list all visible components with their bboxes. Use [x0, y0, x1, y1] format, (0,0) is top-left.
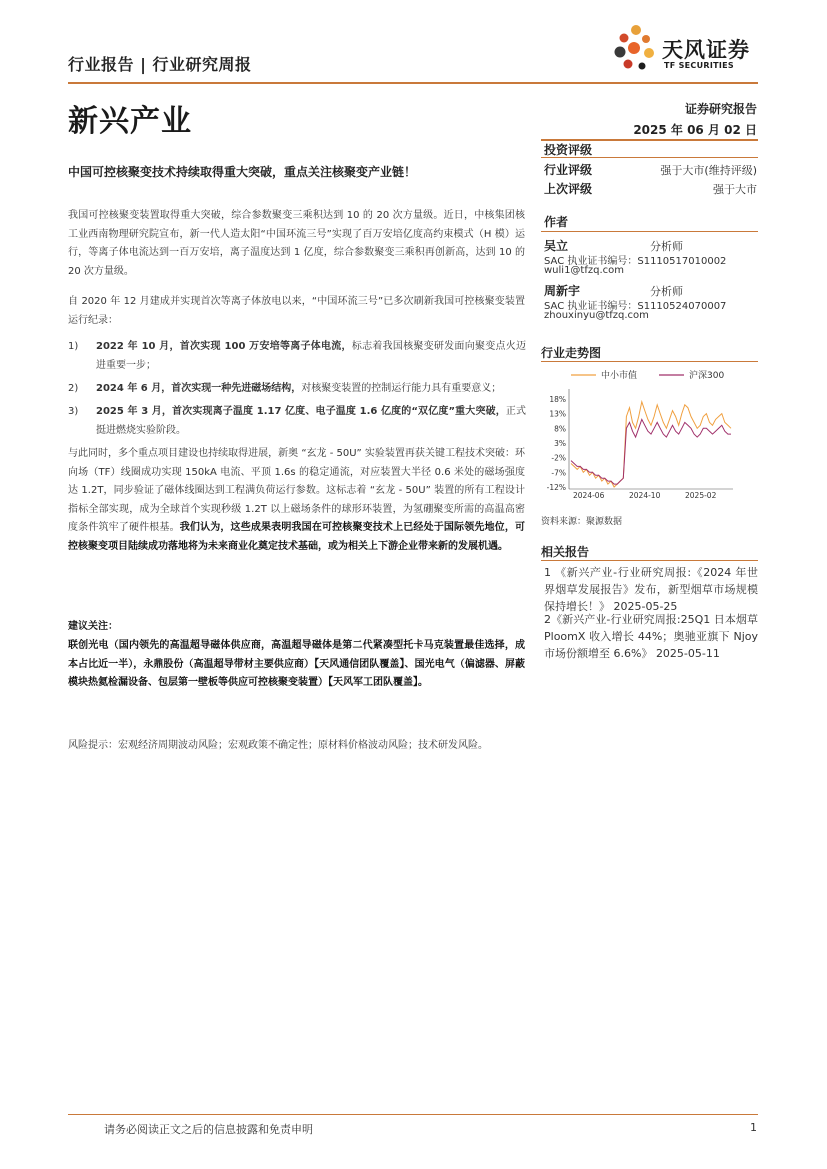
trend-title: 行业走势图 [541, 346, 602, 360]
body-paragraph-1: 我国可控核聚变装置取得重大突破，综合参数聚变三乘积达到 10 的 20 次方量级。近日，中核集团核工业西南物理研究院宣布，新一代人造太阳“中国环流三号”实现了百万安培亿度高约束模式（H 模）运行，等离子体电流达到一百万安培，离子温度达到 1 亿度，综合参数聚变三乘积再创新高，达到 10 的 20 次方量级。 [68, 210, 525, 277]
list-item [68, 380, 528, 400]
report-date: 2025 年 06 月 02 日 [633, 123, 757, 137]
y-axis [547, 389, 569, 492]
author-sac: SAC 执业证书编号：S1110517010002 [544, 256, 727, 267]
list-item-bold: 2025 年 3 月，首次实现离子温度 1.17 亿度、电子温度 1.6 亿度的“双亿度”重大突破， [96, 406, 506, 417]
chart-source: 资料来源：聚源数据 [541, 517, 623, 527]
header-divider [68, 82, 758, 84]
related-report-2[interactable]: 2《新兴产业-行业研究周报:25Q1 日本烟草 PloomX 收入增长 44%；奥驰亚旗下 Njoy 市场份额增至 6.6%》 2025-05-11 [544, 613, 758, 660]
author-email[interactable]: zhouxinyu@tfzq.com [544, 310, 649, 321]
list-item-text: 标志着我国核聚变研发面向聚变点火迈进重要一步； [96, 341, 527, 371]
headline: 中国可控核聚变技术持续取得重大突破，重点关注核聚变产业链！ [68, 165, 417, 179]
series-line-1 [571, 419, 731, 484]
body-paragraph-2: 自 2020 年 12 月建成并实现首次等离子体放电以来，“中国环流三号”已多次刷新我国可控核聚变装置运行纪录： [68, 296, 525, 326]
footer-divider [68, 1114, 758, 1115]
x-axis [569, 489, 733, 500]
report-category: 行业报告 | 行业研究周报 [68, 55, 252, 74]
list-item-bold: 2024 年 6 月，首次实现一种先进磁场结构， [96, 383, 302, 394]
suggest-title: 建议关注： [68, 621, 118, 632]
list-item-number: 1) [68, 341, 79, 352]
author-title: 作者 [544, 215, 569, 229]
list-item [68, 338, 528, 376]
footer-disclaimer: 请务必阅读正文之后的信息披露和免责申明 [104, 1123, 313, 1136]
list-item-bold: 2022 年 10 月，首次实现 100 万安培等离子体电流， [96, 341, 352, 352]
x-tick-label: 2024-10 [629, 491, 661, 500]
suggest-body: 联创光电（国内领先的高温超导磁体供应商，高温超导磁体是第二代紧凑型托卡马克装置最佳选择，成本占比近一半），永鼎股份（高温超导带材主要供应商）【天风通信团队覆盖】、国光电气（偏滤器、屏蔽模块热氦检漏设备、包层第一壁板等供应可控核聚变装置）【天风军工团队覆盖】。 [68, 640, 525, 688]
body-paragraph-3 [68, 445, 525, 556]
related-report-1[interactable]: 1 《新兴产业-行业研究周报:《2024 年世界烟草发展报告》发布，新型烟草市场规模保持增长！》 2025-05-25 [544, 566, 758, 613]
sidebar-divider [541, 231, 758, 232]
body-paragraph-3-conclusion: 我们认为，这些成果表明我国在可控核聚变技术上已经处于国际领先地位，可控核聚变项目陆续成功落地将为未来商业化奠定技术基础，或为相关上下游企业带来新的发展机遇。 [68, 522, 525, 552]
author-name: 周新宇 [544, 284, 581, 298]
list-item-number: 3) [68, 406, 79, 417]
y-tick-label: -12% [546, 483, 566, 492]
related-title: 相关报告 [541, 545, 590, 559]
legend-label-1: 沪深300 [689, 371, 725, 381]
y-tick-label: 8% [554, 424, 566, 434]
y-tick-label: 3% [554, 438, 566, 448]
legend-label-0: 中小市值 [601, 371, 638, 381]
list-item-number: 2) [68, 383, 79, 394]
risk-note: 风险提示：宏观经济周期波动风险；宏观政策不确定性；原材料价格波动风险；技术研发风险。 [68, 740, 488, 751]
y-tick-label: 18% [549, 394, 566, 404]
list-item-text: 正式挺进燃烧实验阶段。 [96, 406, 526, 436]
page-number: 1 [750, 1121, 757, 1134]
logo-text-cn: 天风证券 [662, 38, 750, 62]
x-tick-label: 2025-02 [685, 491, 717, 500]
page-title: 新兴产业 [68, 104, 192, 139]
trend-chart [541, 363, 758, 508]
report-kind: 证券研究报告 [684, 102, 757, 116]
list-item-text: 对核聚变装置的控制运行能力具有重要意义； [301, 383, 502, 394]
author-sac: SAC 执业证书编号：S1110524070007 [544, 301, 727, 312]
author-role: 分析师 [650, 240, 683, 253]
y-tick-label: 13% [549, 409, 566, 419]
prev-rating-value: 强于大市 [713, 183, 757, 196]
sidebar-divider [541, 560, 758, 561]
author-role: 分析师 [650, 285, 683, 298]
y-tick-label: -7% [551, 468, 566, 478]
author-name: 吴立 [544, 239, 569, 253]
rating-label: 行业评级 [544, 163, 593, 177]
rating-title: 投资评级 [544, 143, 593, 157]
author-email[interactable]: wuli1@tfzq.com [544, 265, 625, 276]
x-tick-label: 2024-06 [573, 491, 605, 500]
prev-rating-label: 上次评级 [544, 182, 593, 196]
chart-lines [571, 402, 731, 487]
rating-value: 强于大市(维持评级) [660, 164, 757, 177]
chart-legend [571, 369, 724, 381]
list-item [68, 403, 528, 441]
logo-mark-icon [612, 20, 660, 76]
sidebar-divider [541, 157, 758, 158]
body-paragraph-3-text: 与此同时，多个重点项目建设也持续取得进展，新奥 “玄龙 - 50U” 实验装置再获关键工程技术突破：环向场（TF）线圈成功实现 150kA 电流、平顶 1.6s 的稳定通流，对应装置大半径 0.6 米处的磁场强度达 1.2T，同步验证了磁体线圈达到工程满负荷运行参数。这标志着 “玄龙 - 50U” 装置的所有工程设计指标全部实现，成为全球首个实现秒级 1.2T 以上磁场条件的球形环装置，为氢硼聚变所需的高温高密度条件筑牢了硬件根基。 [68, 448, 525, 533]
company-logo [612, 20, 762, 76]
y-tick-label: -2% [551, 453, 566, 463]
logo-text-en: TF SECURITIES [664, 61, 734, 70]
sidebar-divider [541, 361, 758, 362]
